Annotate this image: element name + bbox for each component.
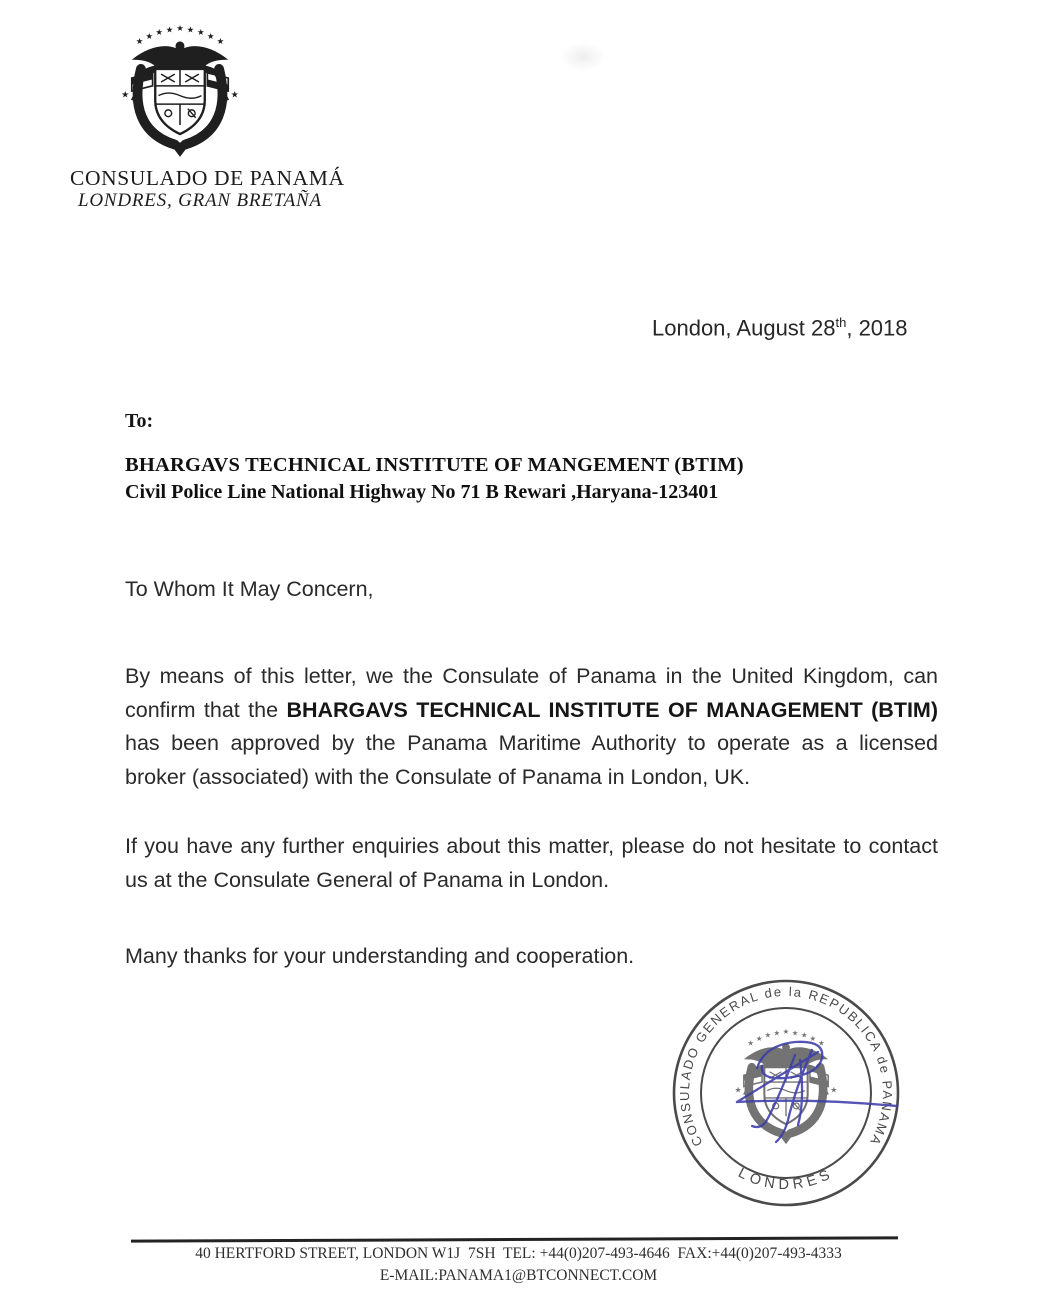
seal-stamp-icon xyxy=(660,965,1032,1227)
recipient-name: BHARGAVS TECHNICAL INSTITUTE OF MANGEMENT (BTIM) xyxy=(125,454,744,476)
svg-text:LONDRES xyxy=(736,1165,837,1193)
salutation: To Whom It May Concern, xyxy=(125,577,374,601)
date-ordinal: th xyxy=(835,315,847,330)
org-name: CONSULADO DE PANAMÁ xyxy=(70,166,345,190)
panama-coat-of-arms-icon xyxy=(114,22,246,168)
consular-seal xyxy=(660,965,1032,1227)
body-paragraph-1 xyxy=(125,660,938,794)
seal-ring-text-bottom: LONDRES xyxy=(735,1165,837,1193)
seal-ring-text-top: CONSULADO GENERAL de la REPUBLICA de PANAMA xyxy=(676,984,896,1149)
paragraph1-text: By means of this letter, we the Consulate of Panama in the United Kingdom, can confirm that the xyxy=(125,664,938,722)
footer-address-line: 40 HERTFORD STREET, LONDON W1J 7SH TEL: +44(0)207-493-4646 FAX:+44(0)207-493-4333 xyxy=(195,1245,842,1262)
recipient-address: Civil Police Line National Highway No 71 B Rewari ,Haryana-123401 xyxy=(125,481,719,503)
recipient-label: To: xyxy=(125,410,154,432)
body-paragraph-3: Many thanks for your understanding and cooperation. xyxy=(125,944,635,968)
date-suffix: , 2018 xyxy=(846,315,908,341)
org-location: LONDRES, GRAN BRETAÑA xyxy=(78,190,322,211)
paragraph1-bold-name: BHARGAVS TECHNICAL INSTITUTE OF MANAGEMENT (BTIM) xyxy=(286,697,938,722)
footer-email-line: E-MAIL:PANAMA1@BTCONNECT.COM xyxy=(379,1267,658,1284)
footer-divider xyxy=(131,1236,898,1242)
date-prefix: London, August 28 xyxy=(652,315,836,341)
body-paragraph-2: If you have any further enquiries about this matter, please do not hesitate to contact us at the Consulate General of Panama in London. xyxy=(125,834,938,892)
paragraph1-text-after: has been approved by the Panama Maritime Authority to operate as a licensed broker (associated) with the Consulate of Panama in London, UK. xyxy=(125,731,938,789)
scan-smudge xyxy=(560,42,606,72)
date-line xyxy=(652,315,908,341)
